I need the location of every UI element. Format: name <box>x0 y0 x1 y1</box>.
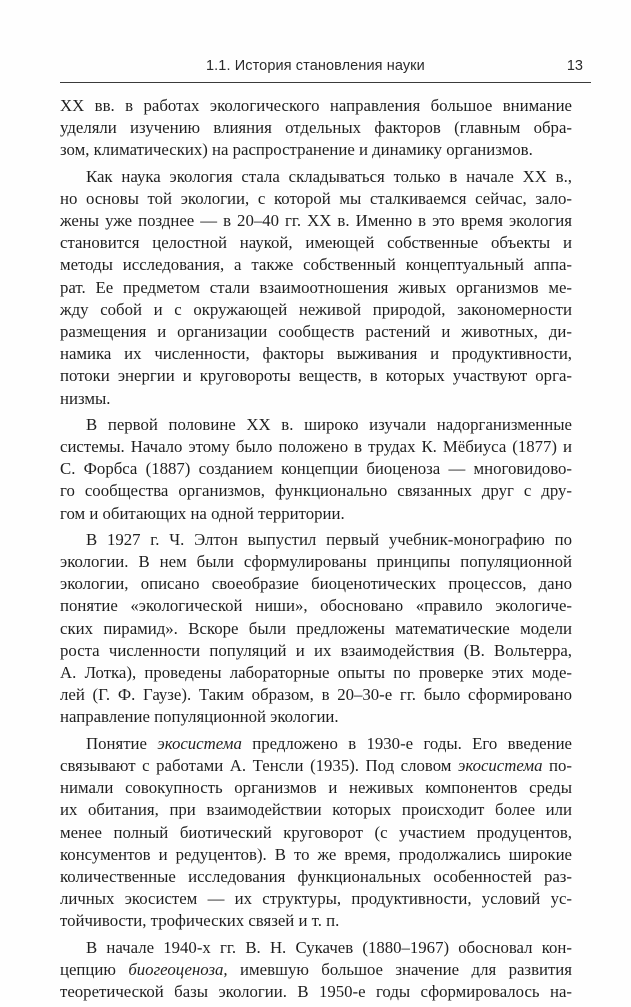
text-line: лей (Г. Ф. Гаузе). Таким образом, в 20–30-е гг. было сформировано <box>60 685 572 705</box>
text-line: консументов и редуцентов). В то же время, продолжались широкие <box>60 844 572 864</box>
text-line <box>60 755 572 777</box>
text-line: менее полный биотический круговорот (с участием продуцентов, <box>60 822 572 842</box>
body-text <box>60 95 572 1007</box>
text-line: направление популяционной экологии. <box>60 707 339 727</box>
text-line: роста численности популяций и их взаимодействия (В. Вольтерра, <box>60 640 572 660</box>
text-fragment: Понятие <box>86 733 158 753</box>
text-line <box>60 959 572 981</box>
text-line: Как наука экология стала складываться только в начале XX в., <box>86 166 572 186</box>
text-line: жены уже позднее — в 20–40 гг. XX в. Именно в это время экология <box>60 211 572 231</box>
text-line: методы исследования, а также собственный концептуальный аппа- <box>60 255 572 275</box>
text-line: С. Форбса (1887) созданием концепции биоценоза — многовидово- <box>60 459 572 479</box>
text-line: А. Лотка), проведены лабораторные опыты по проверке этих моде- <box>60 663 572 683</box>
italic-term: экосистема <box>157 733 242 753</box>
text-line: жду собой и с окружающей неживой природой, закономерности <box>60 299 572 319</box>
text-line: нимали совокупность организмов и неживых компонентов среды <box>60 778 572 798</box>
text-line: гом и обитающих на одной территории. <box>60 503 345 523</box>
text-line: В первой половине XX в. широко изучали надорганизменные <box>86 414 572 434</box>
text-line: понятие «экологической ниши», обосновано «правило экологиче- <box>60 596 572 616</box>
text-line: рат. Ее предметом стали взаимоотношения живых организмов ме- <box>60 277 572 297</box>
paragraph-3 <box>60 414 572 525</box>
text-line: их обитания, при взаимодействии которых происходит более или <box>60 800 572 820</box>
paragraph-5 <box>60 733 572 933</box>
text-line: но основы той экологии, с которой мы сталкиваемся сейчас, зало- <box>60 188 572 208</box>
text-line: уделяли изучению влияния отдельных факторов (главным обра- <box>60 118 572 138</box>
paragraph-6 <box>60 937 572 1004</box>
text-line: экологии, описано своеобразие биоценотических процессов, дано <box>60 574 572 594</box>
text-fragment: цепцию <box>60 959 129 979</box>
paragraph-1 <box>60 95 572 162</box>
text-line: экологии. В нем были сформулированы принципы популяционной <box>60 552 572 572</box>
text-line: ских пирамид». Вскоре были предложены математические модели <box>60 618 572 638</box>
text-line: становится целостной наукой, имеющей собственные объекты и <box>60 233 572 253</box>
section-title: 1.1. История становления науки <box>206 58 425 74</box>
text-fragment: по- <box>542 755 573 775</box>
italic-term: биогеоценоза, <box>128 959 228 979</box>
text-fragment: имевшую большое значение для развития <box>227 959 573 979</box>
text-fragment: связывают с работами А. Тенсли (1935). Под словом <box>60 755 452 775</box>
text-line: потоки энергии и круговороты веществ, в которых участвуют орга- <box>60 366 572 386</box>
text-line: зом, климатических) на распространение и динамику организмов. <box>60 140 533 160</box>
text-line: низмы. <box>60 388 111 408</box>
paragraph-4 <box>60 529 572 729</box>
text-line: В 1927 г. Ч. Элтон выпустил первый учебник-монографию по <box>86 529 572 549</box>
text-line: В начале 1940-х гг. В. Н. Сукачев (1880–1967) обосновал кон- <box>86 937 572 957</box>
text-line: системы. Начало этому было положено в трудах К. Мёбиуса (1877) и <box>60 437 572 457</box>
paragraph-2 <box>60 166 572 410</box>
text-line: количественные исследования функциональных особенностей раз- <box>60 866 572 886</box>
text-fragment: предложено в 1930-е годы. Его введение <box>241 733 573 753</box>
text-line <box>60 733 572 755</box>
page-number: 13 <box>566 58 583 74</box>
text-line: тойчивости, трофических связей и т. п. <box>60 911 340 931</box>
text-line: размещения и организации сообществ растений и животных, ди- <box>60 322 572 342</box>
italic-term: экосистема <box>457 755 543 775</box>
text-line: личных экосистем — их структуры, продуктивности, условий ус- <box>60 889 572 909</box>
running-header <box>60 56 591 83</box>
text-line: XX вв. в работах экологического направления большое внимание <box>60 96 572 115</box>
text-line: намика их численности, факторы выживания и продуктивности, <box>60 344 572 364</box>
text-line: теоретической базы экологии. В 1950-е годы сформировалось на- <box>60 981 572 1001</box>
text-line: го сообщества организмов, функционально связанных друг с дру- <box>60 481 572 501</box>
